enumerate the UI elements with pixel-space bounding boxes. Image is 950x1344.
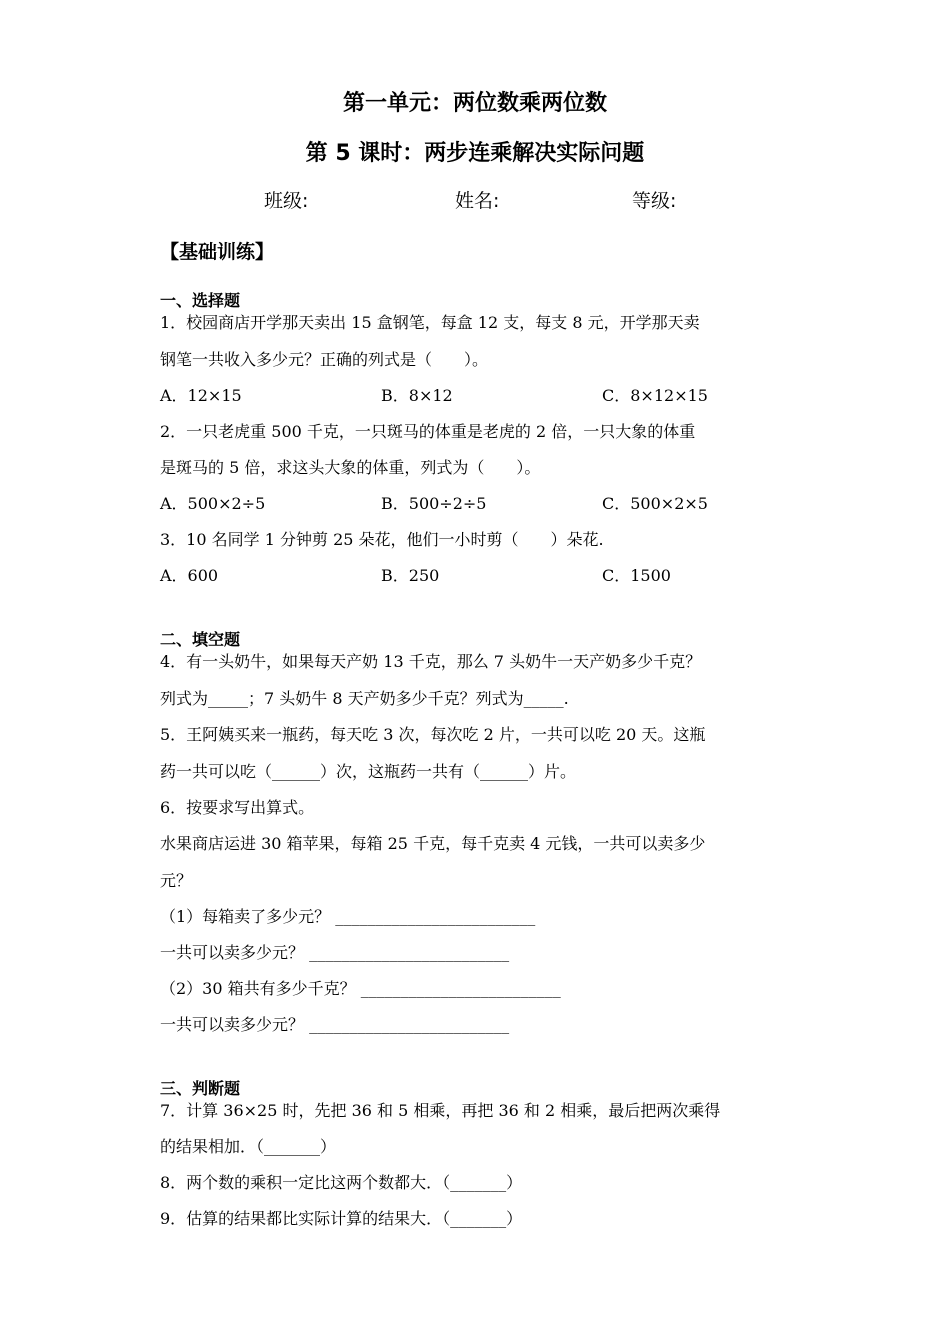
question-3-option-a: A．600 bbox=[160, 566, 219, 585]
page-subtitle: 第 5 课时：两步连乘解决实际问题 bbox=[305, 141, 645, 166]
question-1-line-1: 1．校园商店开学那天卖出 15 盒钢笔，每盒 12 支，每支 8 元，开学那天卖 bbox=[160, 313, 700, 332]
question-9-line-1: 9．估算的结果都比实际计算的结果大．（_______） bbox=[160, 1209, 523, 1228]
question-3-line-1: 3．10 名同学 1 分钟剪 25 朵花，他们一小时剪（ ）朵花. bbox=[160, 530, 604, 549]
grade-label: 等级: bbox=[632, 190, 677, 212]
question-2-option-c: C．500×2×5 bbox=[602, 494, 708, 513]
question-6-line-1: 6．按要求写出算式。 bbox=[160, 798, 315, 817]
question-6-line-6: （2）30 箱共有多少千克？ _________________________ bbox=[160, 979, 561, 998]
question-5-line-1: 5．王阿姨买来一瓶药，每天吃 3 次，每次吃 2 片，一共可以吃 20 天。这瓶 bbox=[160, 725, 706, 744]
question-1-option-a: A．12×15 bbox=[160, 386, 242, 405]
question-2-line-1: 2．一只老虎重 500 千克，一只斑马的体重是老虎的 2 倍，一只大象的体重 bbox=[160, 422, 696, 441]
question-2-option-b: B．500÷2÷5 bbox=[381, 494, 487, 513]
question-6-line-4: （1）每箱卖了多少元？ _________________________ bbox=[160, 907, 536, 926]
question-6-line-7: 一共可以卖多少元？ _________________________ bbox=[160, 1015, 510, 1034]
section-heading-judge: 三、判断题 bbox=[160, 1079, 241, 1098]
question-1-option-c: C．8×12×15 bbox=[602, 386, 708, 405]
question-5-line-2: 药一共可以吃（______）次，这瓶药一共有（______）片。 bbox=[160, 762, 577, 781]
question-7-line-1: 7．计算 36×25 时，先把 36 和 5 相乘，再把 36 和 2 相乘，最后把两次乘得 bbox=[160, 1101, 721, 1120]
question-3-option-b: B．250 bbox=[381, 566, 440, 585]
question-6-line-2: 水果商店运进 30 箱苹果，每箱 25 千克，每千克卖 4 元钱，一共可以卖多少 bbox=[160, 834, 706, 853]
question-6-line-5: 一共可以卖多少元？ _________________________ bbox=[160, 943, 510, 962]
question-1-option-b: B．8×12 bbox=[381, 386, 453, 405]
class-label: 班级: bbox=[264, 190, 309, 212]
question-1-line-2: 钢笔一共收入多少元？正确的列式是（ ）。 bbox=[160, 350, 489, 369]
question-7-line-2: 的结果相加．（_______） bbox=[160, 1137, 337, 1156]
question-8-line-1: 8．两个数的乘积一定比这两个数都大．（_______） bbox=[160, 1173, 523, 1192]
question-4-line-1: 4．有一头奶牛，如果每天产奶 13 千克，那么 7 头奶牛一天产奶多少千克？ bbox=[160, 652, 702, 671]
question-4-line-2: 列式为_____；7 头奶牛 8 天产奶多少千克？列式为_____. bbox=[160, 689, 569, 708]
page-title: 第一单元：两位数乘两位数 bbox=[342, 91, 607, 116]
block-title: 【基础训练】 bbox=[160, 241, 275, 263]
section-heading-choice: 一、选择题 bbox=[160, 291, 241, 310]
name-label: 姓名: bbox=[455, 190, 500, 212]
question-3-option-c: C．1500 bbox=[602, 566, 671, 585]
question-2-option-a: A．500×2÷5 bbox=[160, 494, 266, 513]
question-6-line-3: 元？ bbox=[160, 871, 193, 890]
question-2-line-2: 是斑马的 5 倍，求这头大象的体重，列式为（ ）。 bbox=[160, 458, 541, 477]
section-heading-fill: 二、填空题 bbox=[160, 630, 241, 649]
